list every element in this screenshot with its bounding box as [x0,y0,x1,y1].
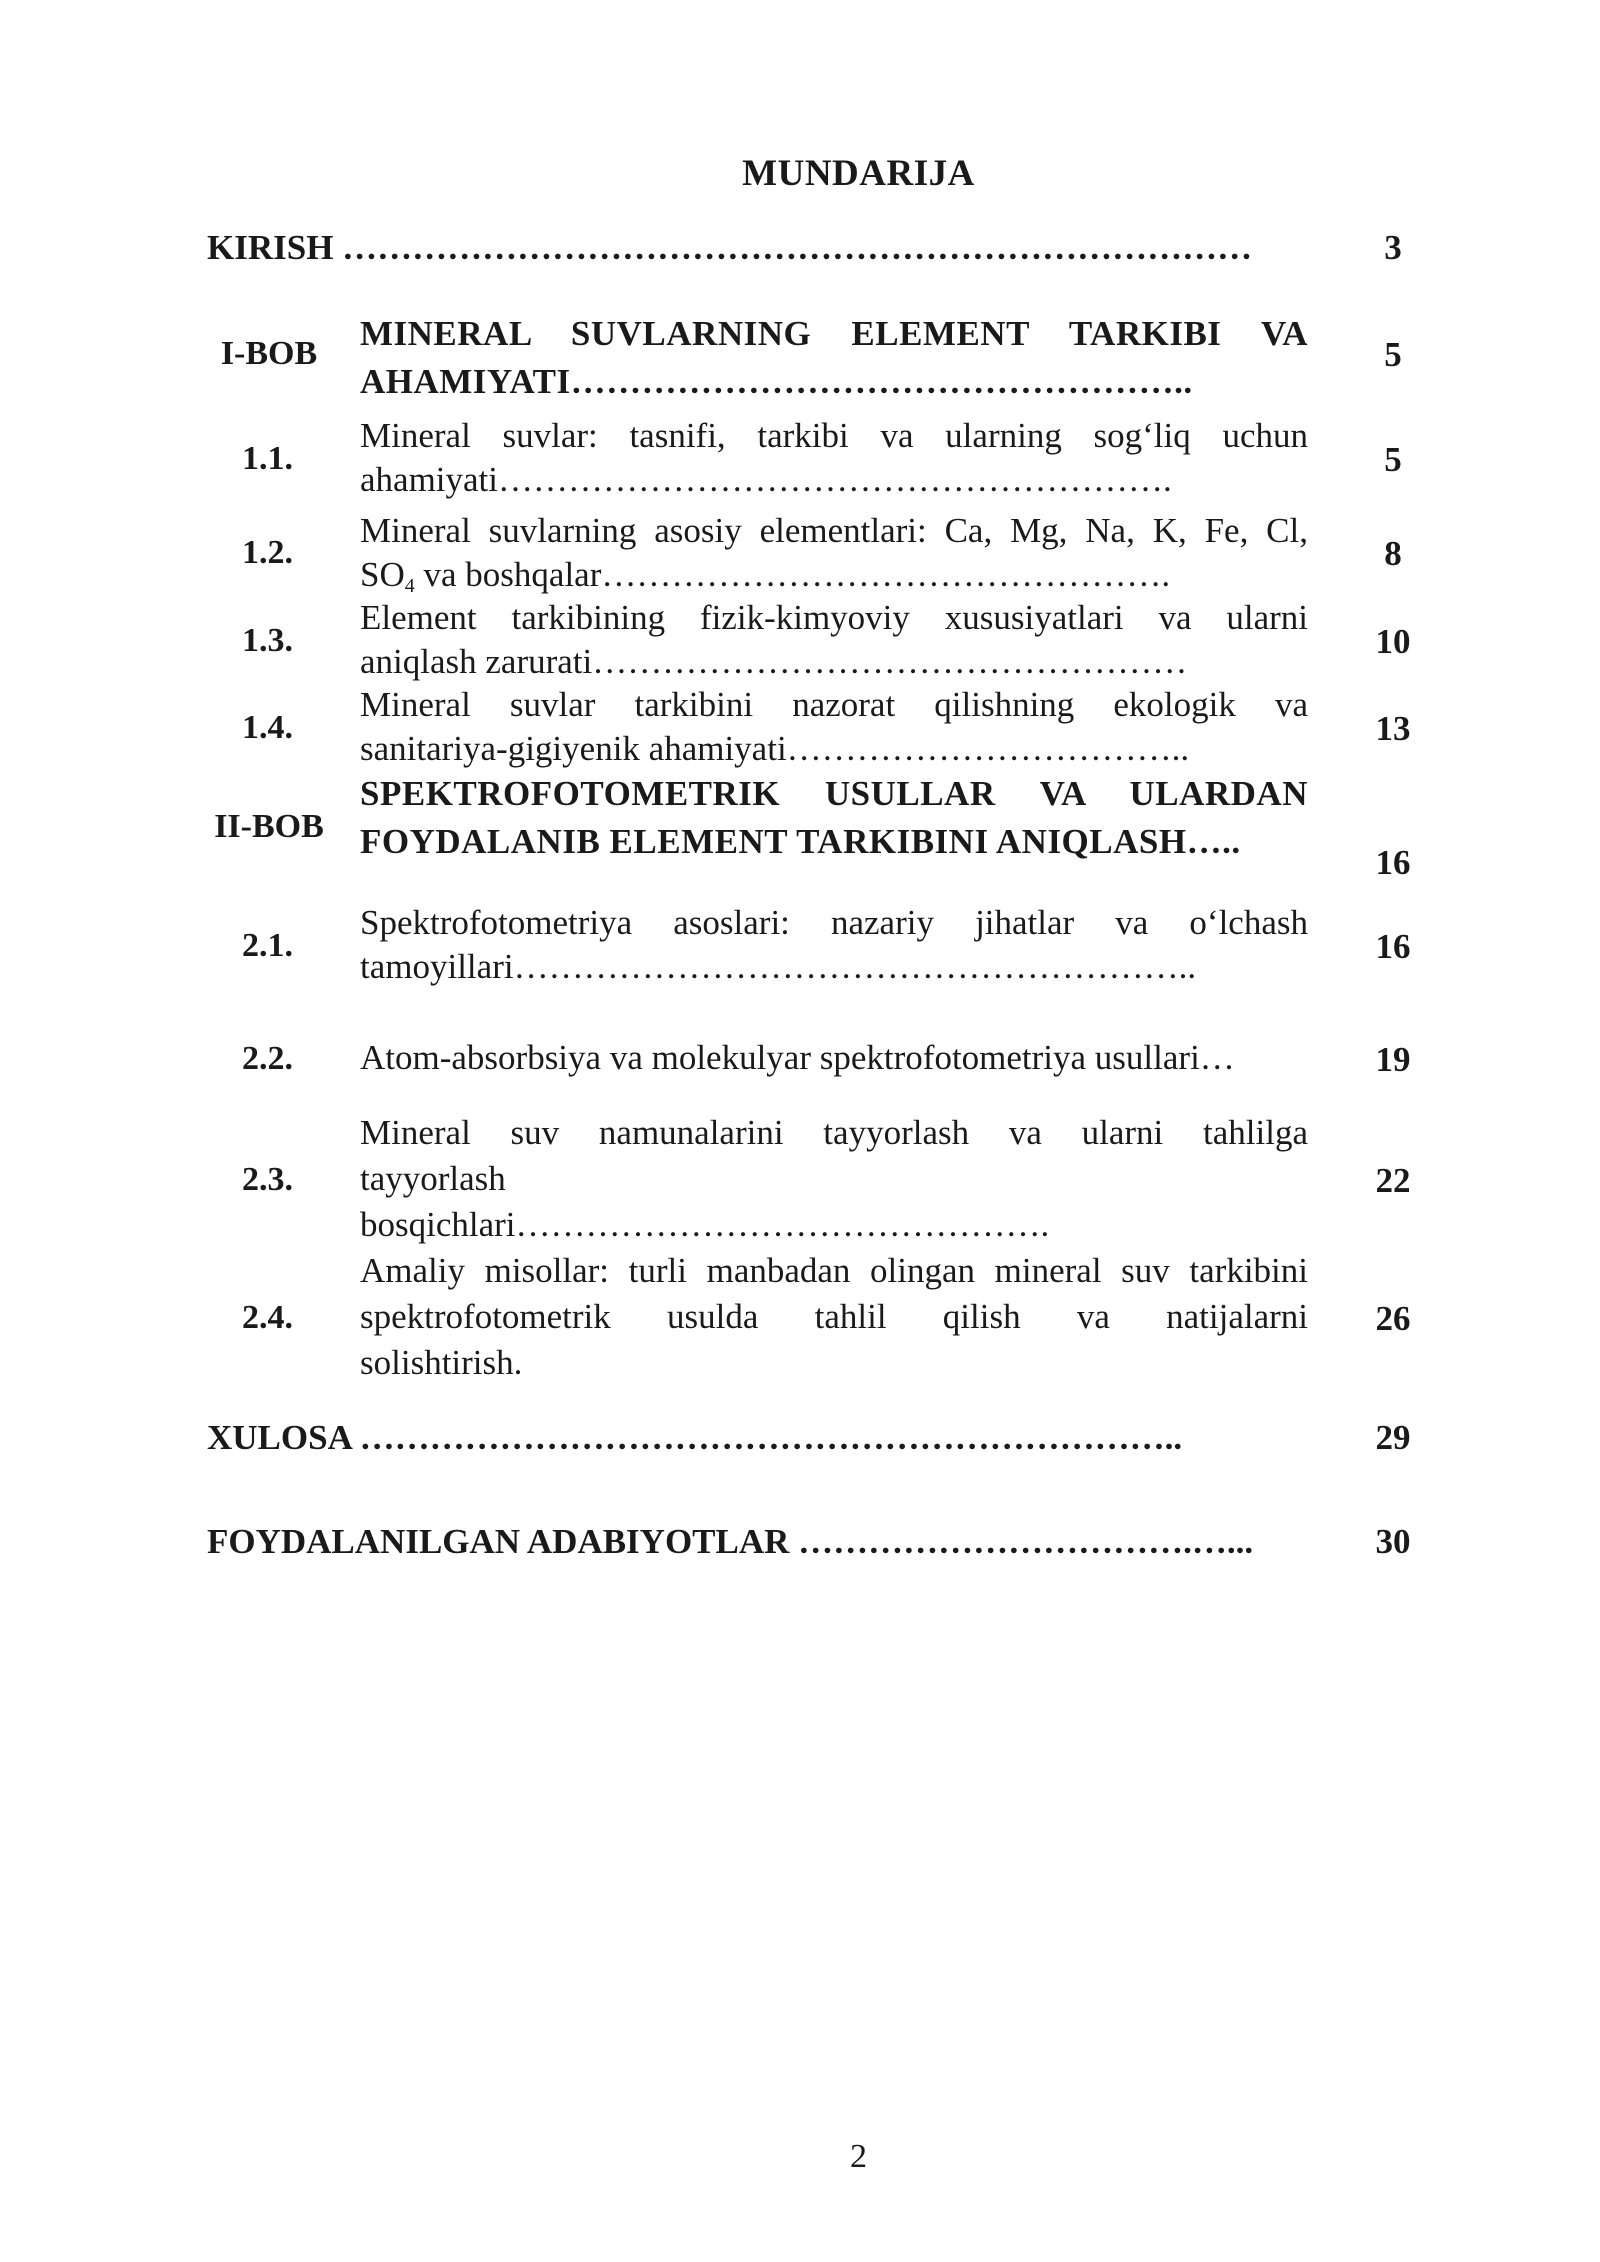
page-number: 2 [850,2138,867,2175]
toc-page-xulosa: 29 [1375,1418,1411,1457]
toc-page-chapter-2: 16 [1375,843,1411,882]
toc-chapter-number: I-BOB [220,335,318,372]
toc-section-number: 2.1. [242,927,293,964]
toc-entry-kirish[interactable]: KIRISH …………………………………………………………………… [207,228,1253,267]
toc-entry-2-3[interactable] [360,1110,1308,1248]
toc-page-references: 30 [1375,1522,1411,1561]
toc-chapter-number: II-BOB [214,808,324,845]
toc-entry-1-1[interactable] [360,414,1308,502]
toc-line: Spektrofotometriya asoslari: nazariy jihatlar va o‘lchash [360,903,1308,942]
toc-page-2-1: 16 [1375,927,1411,966]
toc-entry-chapter-2[interactable] [360,770,1308,866]
toc-section-number: 1.4. [242,709,293,746]
page-title: MUNDARIJA [742,153,975,194]
toc-line: Atom-absorbsiya va molekulyar spektrofotometriya usullari… [360,1038,1235,1077]
formula-text: SO [360,555,405,594]
toc-entry-2-2[interactable] [360,1036,1308,1080]
toc-section-number: 2.4. [242,1299,293,1336]
toc-page-1-2: 8 [1384,534,1402,573]
toc-line: sanitariya-gigiyenik ahamiyati…………………………….. [360,729,1190,768]
toc-entry-xulosa[interactable]: XULOSA …………………………………………………………….. [207,1418,1183,1457]
toc-line: tayyorlash [360,1159,506,1198]
toc-line: aniqlash zarurati…………………………………………… [360,642,1188,681]
toc-line: Mineral suv namunalarini tayyorlash va ularni tahlilga [360,1113,1308,1152]
subscript: 4 [404,575,415,597]
toc-page-1-3: 10 [1375,622,1411,661]
toc-line: spektrofotometrik usulda tahlil qilish va natijalarni [360,1297,1308,1336]
toc-page-1-1: 5 [1384,440,1402,479]
toc-section-number: 1.3. [242,622,293,659]
toc-page-2-2: 19 [1375,1040,1411,1079]
toc-entry-2-4[interactable] [360,1248,1308,1386]
toc-entry-1-2[interactable] [360,509,1308,608]
toc-line: bosqichlari………………………………………. [360,1205,1050,1244]
toc-line: tamoyillari………………………………………………….. [360,947,1197,986]
toc-section-number: 1.1. [242,440,293,477]
toc-page-2-3: 22 [1375,1161,1411,1200]
toc-page-kirish: 3 [1384,228,1402,267]
toc-page-2-4: 26 [1375,1299,1411,1338]
toc-entry-1-4[interactable] [360,683,1308,771]
toc-entry-2-1[interactable] [360,901,1308,989]
toc-line: solishtirish. [360,1343,523,1382]
toc-section-number: 2.2. [242,1040,293,1077]
toc-section-number: 1.2. [242,534,293,571]
toc-page-chapter-1: 5 [1384,335,1402,374]
toc-line: Mineral suvlarning asosiy elementlari: Ca, Mg, Na, K, Fe, Cl, [360,511,1308,550]
toc-line: FOYDALANIB ELEMENT TARKIBINI ANIQLASH….. [360,822,1241,861]
toc-page-1-4: 13 [1375,709,1411,748]
toc-line: Mineral suvlar tarkibini nazorat qilishning ekologik va [360,685,1308,724]
toc-entry-references[interactable]: FOYDALANILGAN ADABIYOTLAR …………………………….…... [207,1522,1254,1561]
toc-line: Mineral suvlar: tasnifi, tarkibi va ularning sog‘liq uchun [360,416,1308,455]
toc-line: ahamiyati…………………………………………………. [360,460,1172,499]
toc-entry-chapter-1[interactable] [360,310,1308,406]
toc-line: MINERAL SUVLARNING ELEMENT TARKIBI VA [360,314,1308,353]
toc-line: Amaliy misollar: turli manbadan olingan mineral suv tarkibini [360,1251,1308,1290]
toc-line-rest: va boshqalar…………………………………………. [414,555,1171,594]
toc-entry-1-3[interactable] [360,596,1308,684]
toc-section-number: 2.3. [242,1161,293,1198]
toc-line: Element tarkibining fizik-kimyoviy xususiyatlari va ularni [360,598,1308,637]
toc-line: AHAMIYATI…………………………………………….. [360,362,1193,401]
toc-line: SPEKTROFOTOMETRIK USULLAR VA ULARDAN [360,774,1308,813]
